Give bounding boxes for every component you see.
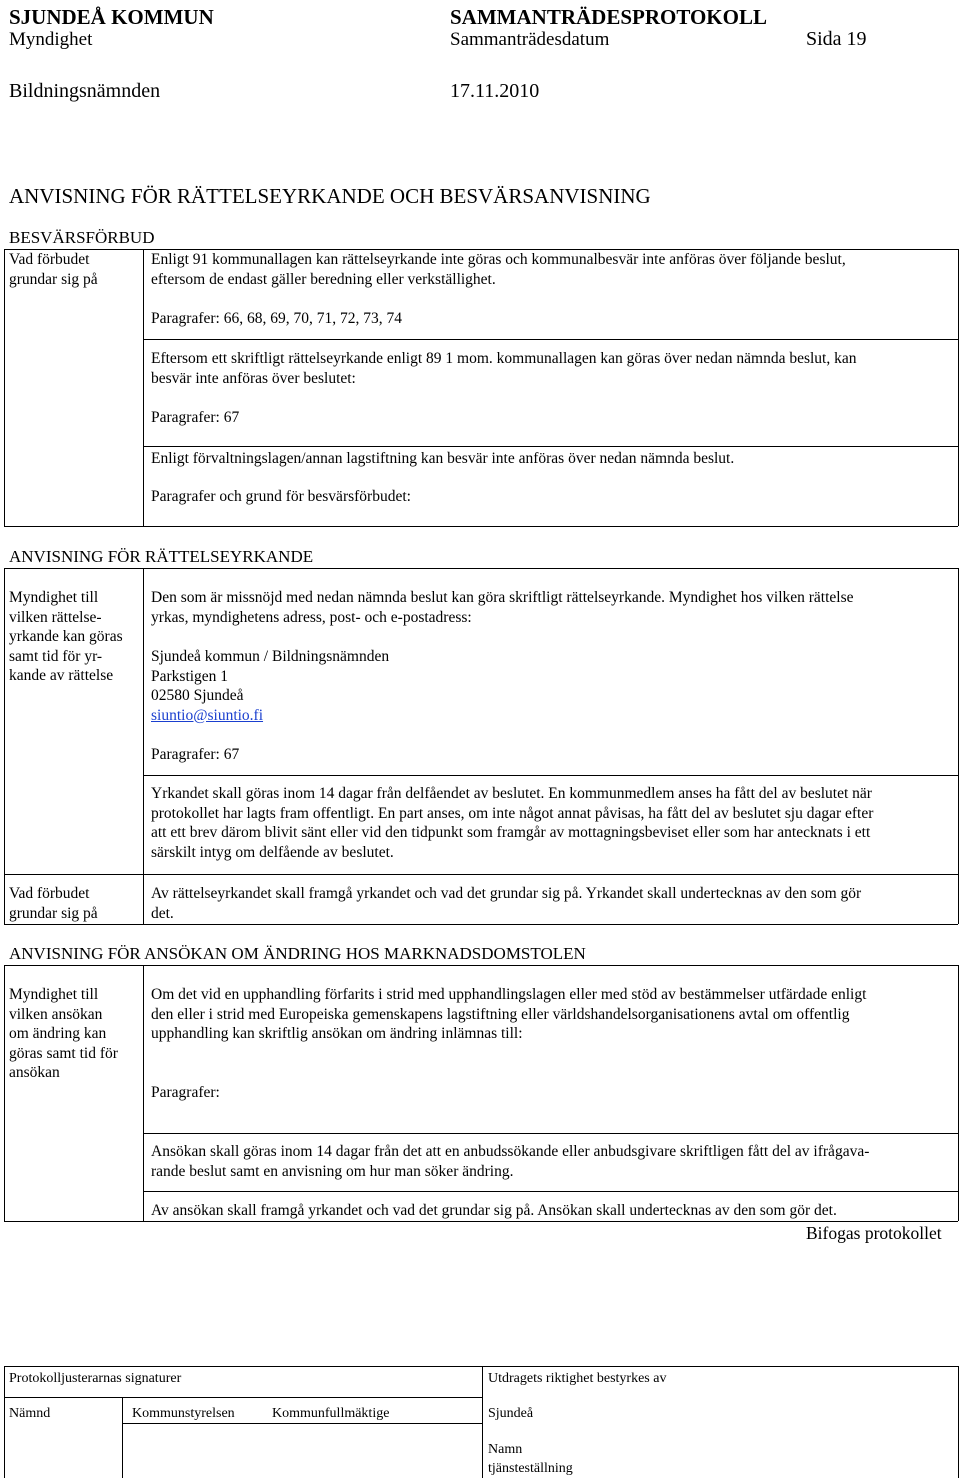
besvarsforbud-paragraphs-2: Paragrafer: 67 — [151, 409, 240, 426]
rattelse-ground: Av rättelseyrkandet skall framgå yrkandet och vad det grundar sig på. Yrkandet skall undertecknas av den som gör det. — [151, 885, 862, 922]
authority-name: Bildningsnämnden — [9, 80, 161, 102]
rattelse-intro: Den som är missnöjd med nedan nämnda beslut kan göra skriftligt rättelseyrkande. Myndighet hos vilken rättelse yrkas, myndighetens adress, post- och e-postadress: — [151, 589, 854, 626]
date-label: Sammanträdesdatum — [450, 29, 610, 50]
besvarsforbud-paragraph-3: Enligt förvaltningslagen/annan lagstiftning kan besvär inte anföras över nedan nämnda beslut. — [151, 450, 735, 467]
marknad-ground: Av ansökan skall framgå yrkandet och vad det grundar sig på. Ansökan skall undertecknas av den som gör det. — [151, 1202, 837, 1219]
page-title: ANVISNING FÖR RÄTTELSEYRKANDE OCH BESVÄRSANVISNING — [9, 184, 651, 208]
org-name: SJUNDEÅ KOMMUN — [9, 5, 214, 29]
footer-col-sjundea: Sjundeå — [488, 1406, 534, 1421]
besvarsforbud-paragraph-2: Eftersom ett skriftligt rättelseyrkande enligt 89 1 mom. kommunallagen kan göras över nedan nämnda beslut, kan besvär inte anföras över beslutet: — [151, 350, 857, 387]
footer-name-label: Namn — [488, 1442, 523, 1457]
footer-col-namnd: Nämnd — [9, 1406, 51, 1421]
authority-label: Myndighet — [9, 29, 93, 50]
signers-label: Protokolljusterarnas signaturer — [9, 1371, 182, 1386]
marknad-intro: Om det vid en upphandling förfarits i strid med upphandlingslagen eller med stöd av bestämmelser utfärdade enligt den eller i strid med Europeiska gemenskapens lagstiftning eller världshandelsorganisationens avtal om offentlig upphandling kan skriftlig ansökan om ändring inlämnas till: — [151, 986, 867, 1042]
document-type: SAMMANTRÄDESPROTOKOLL — [450, 5, 767, 29]
rattelse-left-label: Myndighet till vilken rättelse- yrkande kan göras samt tid för yr- kande av rättelse — [9, 589, 123, 684]
attached-note: Bifogas protokollet — [806, 1223, 942, 1243]
marknad-paragraphs: Paragrafer: — [151, 1084, 220, 1101]
besvarsforbud-paragraph-1: Enligt 91 kommunallagen kan rättelseyrkande inte göras och kommunalbesvär inte anföras över följande beslut, eftersom de endast gäller beredning eller verkställighet. — [151, 251, 846, 288]
besvarsforbud-paragraphs-3: Paragrafer och grund för besvärsförbudet: — [151, 488, 411, 505]
section-heading-rattelse: ANVISNING FÖR RÄTTELSEYRKANDE — [9, 547, 314, 566]
email-link[interactable]: siuntio@siuntio.fi — [151, 706, 264, 724]
rattelse-ground-label: Vad förbudet grundar sig på — [9, 885, 98, 922]
rattelse-address: Sjundeå kommun / Bildningsnämnden Parkstigen 1 02580 Sjundeå siuntio@siuntio.fi — [151, 648, 390, 724]
marknad-deadline: Ansökan skall göras inom 14 dagar från det att en anbudssökande eller anbudsgivare skriftligen fått del av ifrågava- rande beslut samt en anvisning om hur man söker ändring. — [151, 1143, 870, 1180]
rattelse-deadline: Yrkandet skall göras inom 14 dagar från delfåendet av beslutet. En kommunmedlem anses ha fått del av beslutet när protokollet har lagts fram offentligt. En part anses, om inte något annat påvisas, ha fått del av beslutet sju dagar efter att ett brev därom blivit sänt eller vid den tidpunkt som framgår av mottagningsbeviset eller som har antecknats i ett särskilt intyg om delfående av beslutet. — [151, 785, 874, 861]
besvarsforbud-left-label: Vad förbudet grundar sig på — [9, 251, 98, 288]
footer-position-label: tjänsteställning — [488, 1461, 573, 1476]
page-number: Sida 19 — [806, 28, 867, 50]
marknad-left-label: Myndighet till vilken ansökan om ändring kan göras samt tid för ansökan — [9, 986, 118, 1081]
besvarsforbud-paragraphs-1: Paragrafer: 66, 68, 69, 70, 71, 72, 73, 74 — [151, 310, 402, 327]
certified-label: Utdragets riktighet bestyrkes av — [488, 1371, 667, 1386]
section-heading-besvarsforbud: BESVÄRSFÖRBUD — [9, 228, 155, 247]
rattelse-paragraphs: Paragrafer: 67 — [151, 746, 240, 763]
section-heading-marknad: ANVISNING FÖR ANSÖKAN OM ÄNDRING HOS MARKNADSDOMSTOLEN — [9, 944, 586, 963]
footer-col-kommunfullmaktige: Kommunfullmäktige — [272, 1406, 390, 1421]
footer-col-kommunstyrelsen: Kommunstyrelsen — [132, 1406, 235, 1421]
meeting-date: 17.11.2010 — [450, 80, 540, 102]
